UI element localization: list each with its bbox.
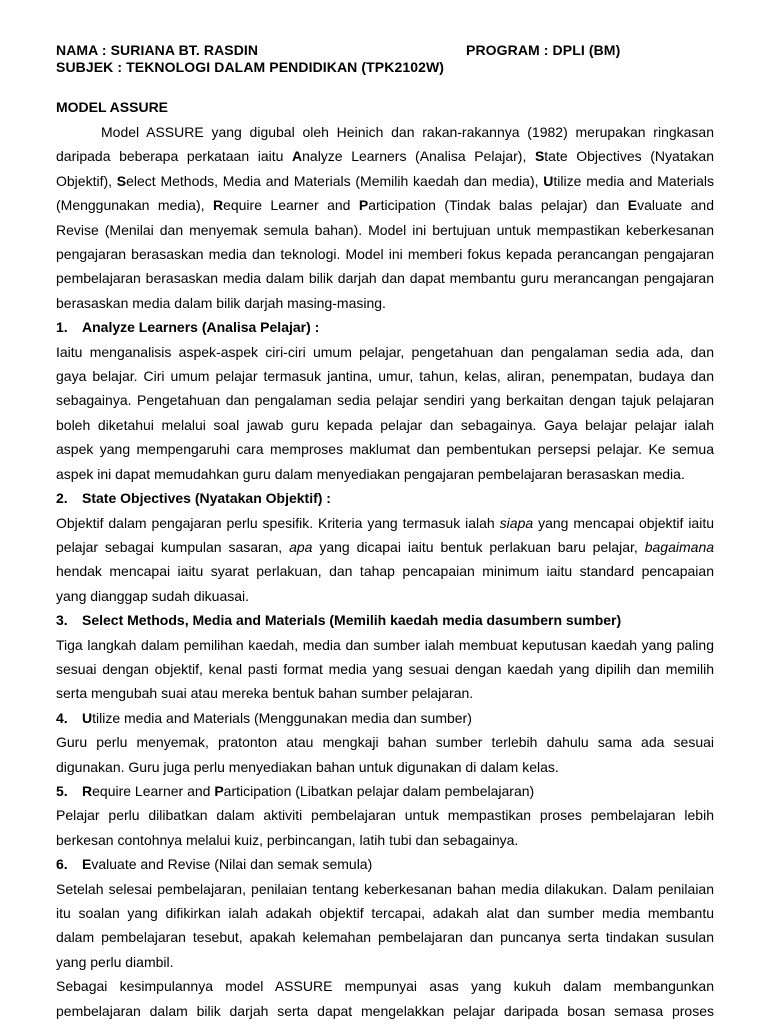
- program-label: PROGRAM : DPLI (BM): [466, 42, 621, 58]
- section-line: boleh diketahui melalui soal jawab guru kepada pelajar dan sebagainya. Gaya belajar pelajar ialah: [56, 416, 714, 433]
- student-name: NAMA : SURIANA BT. RASDIN: [56, 42, 259, 58]
- intro-line: pembelajaran berasaskan media dalam bilik darjah dan dapat membantu guru merancangan pengajaran: [56, 270, 714, 287]
- section-line: aspek ini dapat memudahkan guru dalam menyediakan pengajaran pembelajaran berasaskan media.: [56, 465, 685, 482]
- intro-line: berasaskan media dalam bilik darjah masing-masing.: [56, 294, 386, 311]
- section-line: yang dianggap sudah dikuasai.: [56, 587, 250, 604]
- section-line: digunakan. Guru juga perlu menyediakan bahan untuk digunakan di dalam kelas.: [56, 758, 559, 775]
- section-line: berkesan contohnya melalui kuiz, perbincangan, latih tubi dan sebagainya.: [56, 831, 519, 848]
- intro-line: Objektif), Select Methods, Media and Materials (Memilih kaedah dan media), Utilize media and Materials: [56, 172, 714, 189]
- section-line: hendak mencapai iaitu syarat perlakuan, dan tahap pencapaian minimum iaitu standard pencapaian: [56, 563, 714, 580]
- section-line: gaya belajar. Ciri umum pelajar termasuk jantina, umur, tahun, kelas, aliran, penempatan, budaya dan: [56, 368, 714, 385]
- section-line: serta mengubah suai atau mereka bentuk bahan sumber pelajaran.: [56, 685, 474, 702]
- section-line: Tiga langkah dalam pemilihan kaedah, media dan sumber ialah membuat keputusan kaedah yang paling: [56, 636, 714, 653]
- section-line: Pelajar perlu dilibatkan dalam aktiviti pembelajaran untuk mempastikan proses pembelajaran lebih: [56, 807, 714, 824]
- document-body: [56, 120, 714, 1023]
- document-title: MODEL ASSURE: [56, 99, 169, 115]
- intro-line: pengajaran berasaskan media dan teknologi. Model ini memberi fokus kepada perancangan pengajaran: [56, 246, 714, 263]
- section-line: Iaitu menganalisis aspek-aspek ciri-ciri umum pelajar, pengetahuan dan pengalaman sedia ada, dan: [56, 343, 714, 360]
- section-line: itu soalan yang difikirkan ialah adakah objektif tercapai, adakah alat dan sumber media membantu: [56, 905, 714, 921]
- section-heading: 1. Analyze Learners (Analisa Pelajar) :: [56, 319, 320, 336]
- section-line: sesuai dengan objektif, kenal pasti format media yang sesuai dengan kaedah yang dipilih dan memilih: [56, 660, 714, 677]
- section-line: Guru perlu menyemak, pratonton atau mengkaji bahan sumber terlebih dahulu sama ada sesuai: [56, 734, 714, 751]
- section-heading: 4. Utilize media and Materials (Menggunakan media dan sumber): [56, 709, 472, 726]
- section-heading: 6. Evaluate and Revise (Nilai dan semak semula): [56, 856, 373, 873]
- conclusion-line: pembelajaran dalam bilik darjah serta dapat mengelakkan pelajar daripada bosan semasa proses: [56, 1002, 714, 1019]
- section-heading: 2. State Objectives (Nyatakan Objektif) :: [56, 490, 331, 507]
- section-line: dalam pembelajaran tesebut, apakah kelemahan pembelajaran dan puncanya serta tindakan susulan: [56, 929, 714, 946]
- intro-line: (Menggunakan media), Require Learner and Participation (Tindak balas pelajar) dan Evaluate and: [56, 197, 714, 214]
- intro-line: daripada beberapa perkataan iaitu Analyze Learners (Analisa Pelajar), State Objectives (Nyatakan: [56, 148, 715, 165]
- subject-label: SUBJEK : TEKNOLOGI DALAM PENDIDIKAN (TPK2102W): [56, 59, 445, 75]
- intro-line: Revise (Menilai dan menyemak semula bahan). Model ini bertujuan untuk mempastikan keberkesanan: [56, 221, 714, 238]
- intro-line: Model ASSURE yang digubal oleh Heinich dan rakan-rakannya (1982) merupakan ringkasan: [101, 124, 714, 140]
- section-heading: 5. Require Learner and Participation (Libatkan pelajar dalam pembelajaran): [56, 782, 535, 799]
- section-line: yang perlu diambil.: [56, 953, 174, 970]
- section-line: Setelah selesai pembelajaran, penilaian tentang keberkesanan bahan media dilakukan. Dalam penilaian: [56, 880, 714, 897]
- conclusion-line: Sebagai kesimpulannya model ASSURE mempunyai asas yang kukuh dalam membangunkan: [56, 978, 714, 995]
- section-line: pelajar sebagai kumpulan sasaran, apa yang dicapai iaitu bentuk perlakuan baru pelajar, bagaimana: [56, 538, 715, 555]
- section-line: aspek yang mempengaruhi cara memproses maklumat dan pembentukan persepsi pelajar. Ke semua: [56, 441, 714, 458]
- section-line: Objektif dalam pengajaran perlu spesifik. Kriteria yang termasuk ialah siapa yang mencapai objektif iaitu: [56, 514, 714, 531]
- section-heading: 3. Select Methods, Media and Materials (Memilih kaedah media dasumbern sumber): [56, 612, 622, 629]
- section-line: sebagainya. Pengetahuan dan pengalaman sedia pelajar sendiri yang berkaitan dengan tajuk pelajaran: [56, 392, 714, 409]
